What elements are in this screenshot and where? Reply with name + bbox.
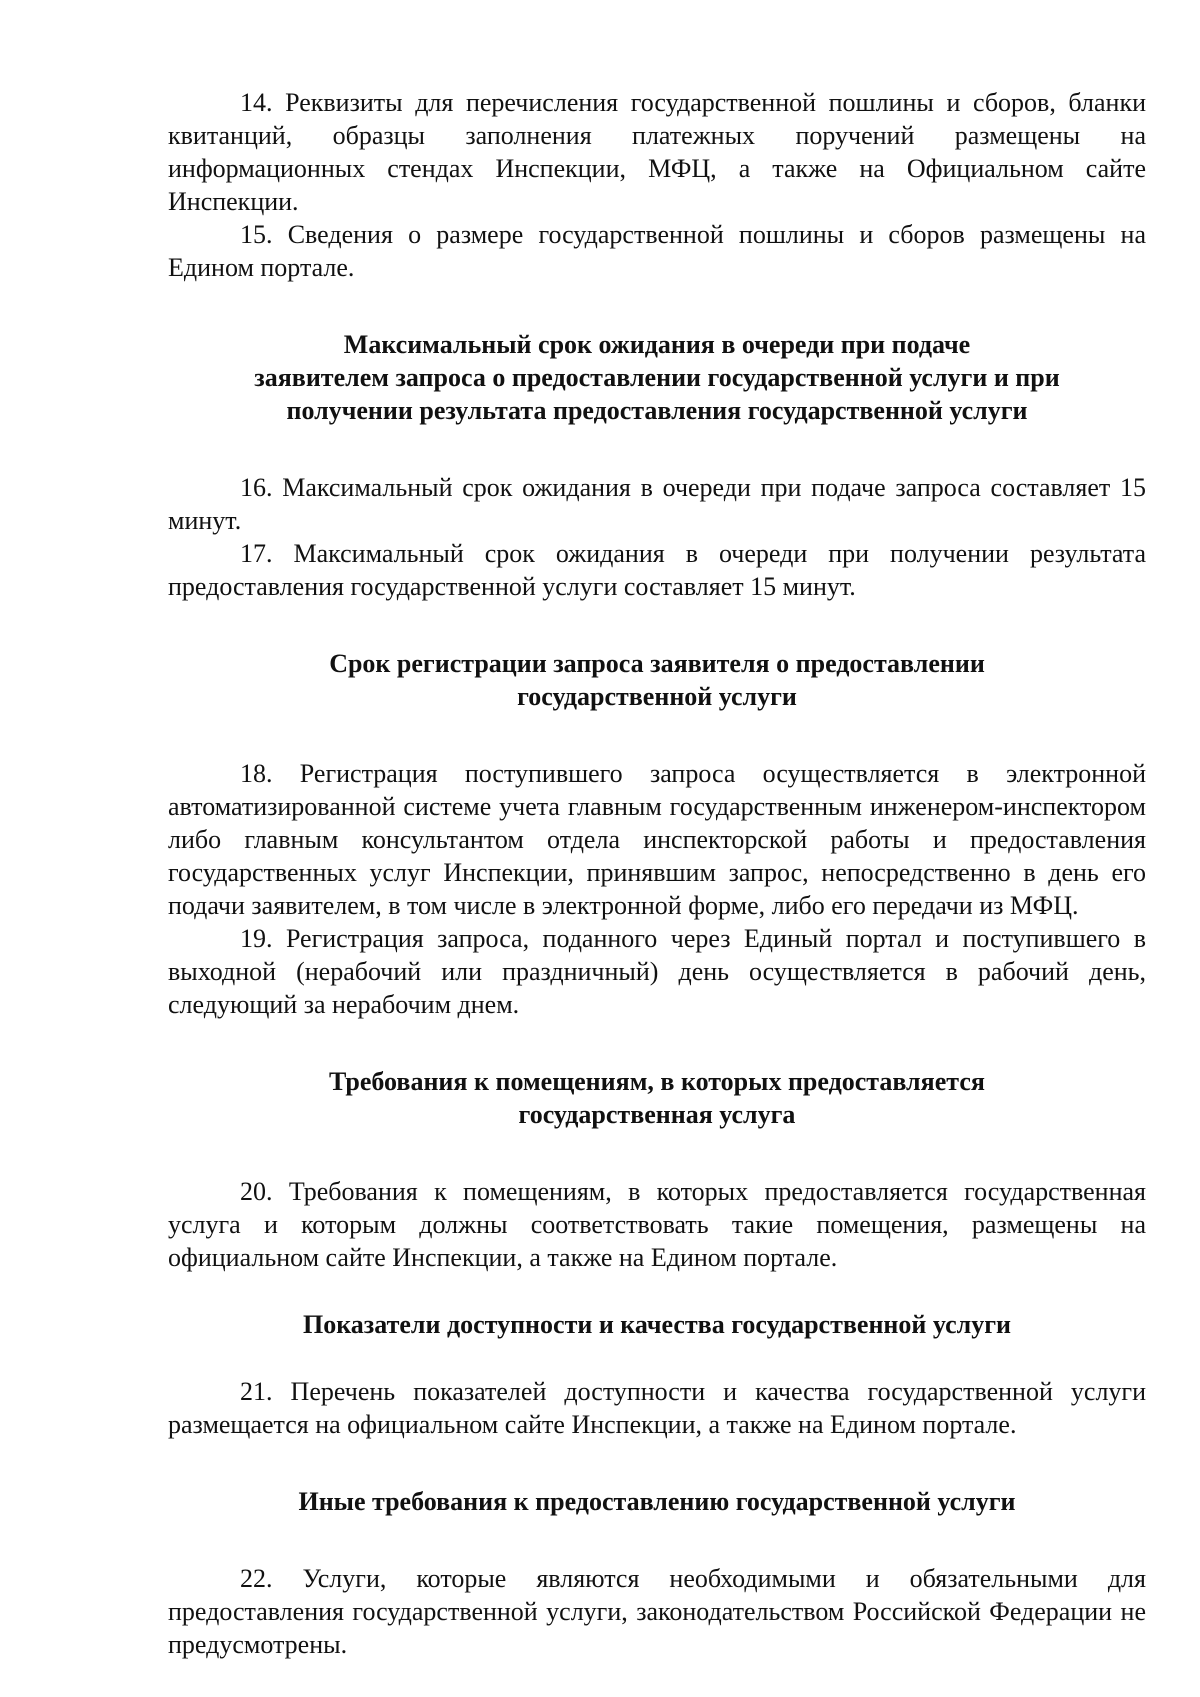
- paragraph-19: 19. Регистрация запроса, поданного через Единый портал и поступившего в выходной (нерабочий или праздничный) день осуществляется в рабочий день, следующий за нерабочим днем.: [168, 924, 1146, 1019]
- heading-line: заявителем запроса о предоставлении государственной услуги и при: [254, 363, 1060, 392]
- paragraph-21: 21. Перечень показателей доступности и качества государственной услуги размещается на официальном сайте Инспекции, а также на Едином портале.: [168, 1377, 1146, 1439]
- paragraph-14: 14. Реквизиты для перечисления государственной пошлины и сборов, бланки квитанций, образцы заполнения платежных поручений размещены на информационных стендах Инспекции, МФЦ, а также на Официальном сайте Инспекции.: [168, 88, 1146, 216]
- paragraph-17: 17. Максимальный срок ожидания в очереди при получении результата предоставления государственной услуги составляет 15 минут.: [168, 539, 1146, 601]
- heading-line: Максимальный срок ожидания в очереди при подаче: [343, 330, 971, 359]
- document-body: [168, 86, 1146, 1661]
- heading-line: получении результата предоставления государственной услуги: [286, 396, 1028, 425]
- heading-line: Требования к помещениям, в которых предоставляется: [329, 1067, 985, 1096]
- section-heading-registration-time: [168, 647, 1146, 713]
- section-heading-premises: [168, 1065, 1146, 1131]
- heading-line: государственная услуга: [518, 1100, 796, 1129]
- section-heading-queue-time: [168, 328, 1146, 427]
- paragraph-20: 20. Требования к помещениям, в которых предоставляется государственная услуга и которым должны соответствовать такие помещения, размещены на официальном сайте Инспекции, а также на Едином портале.: [168, 1177, 1146, 1272]
- paragraph-16: 16. Максимальный срок ожидания в очереди при подаче запроса составляет 15 минут.: [168, 473, 1146, 535]
- paragraph-15: 15. Сведения о размере государственной пошлины и сборов размещены на Едином портале.: [168, 220, 1146, 282]
- section-heading-other-requirements: Иные требования к предоставлению государственной услуги: [298, 1487, 1016, 1516]
- heading-line: Срок регистрации запроса заявителя о предоставлении: [329, 649, 985, 678]
- heading-line: государственной услуги: [517, 682, 797, 711]
- section-heading-quality-indicators: Показатели доступности и качества государственной услуги: [302, 1310, 1012, 1339]
- paragraph-18: 18. Регистрация поступившего запроса осуществляется в электронной автоматизированной системе учета главным государственным инженером-инспектором либо главным консультантом отдела инспекторской работы и предоставления государственных услуг Инспекции, принявшим запрос, непосредственно в день его подачи заявителем, в том числе в электронной форме, либо его передачи из МФЦ.: [168, 759, 1146, 920]
- paragraph-22: 22. Услуги, которые являются необходимыми и обязательными для предоставления государственной услуги, законодательством Российской Федерации не предусмотрены.: [168, 1564, 1146, 1659]
